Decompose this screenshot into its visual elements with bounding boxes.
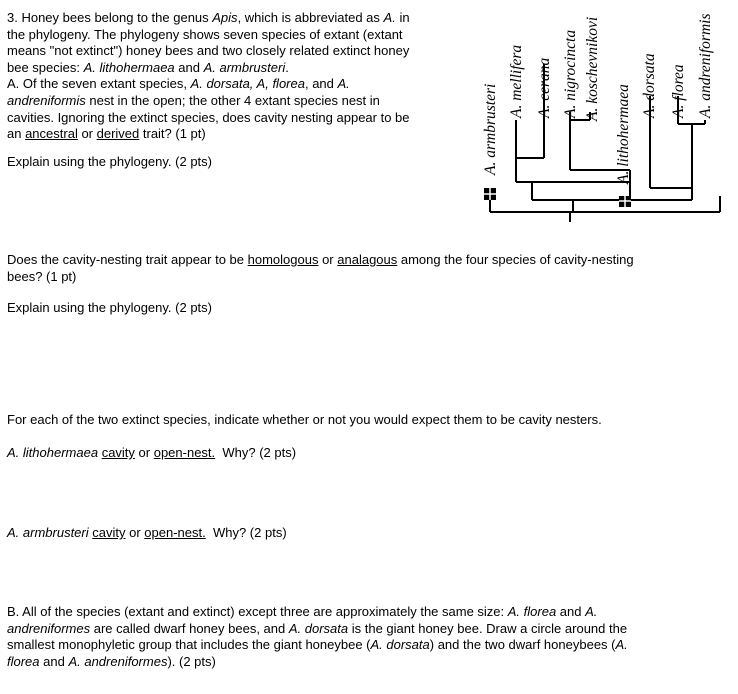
part-a-line-2: andreniformis nest in the open; the other 4 extant species nest in: [7, 92, 380, 108]
species-label: A. koschevnikovi: [584, 16, 601, 121]
phylogeny-tree: [470, 0, 732, 222]
species-label: A. mellifera: [508, 44, 525, 118]
part-b-line-2: andreniformes are called dwarf honey bees, and A. dorsata is the giant honey bee. Draw a circle around the: [7, 620, 628, 636]
species-name: A. armbrusteri: [7, 525, 89, 540]
species-label: A. andreniformis: [697, 13, 714, 118]
option-cavity[interactable]: cavity: [101, 445, 135, 460]
species-label: A. lithohermaea: [615, 84, 632, 184]
question-3-intro: [7, 10, 467, 143]
part-b-line-3: smallest monophyletic group that includes the giant honeybee (A. dorsata) and the two dwarf honeybees (A.: [7, 637, 628, 653]
option-cavity[interactable]: cavity: [92, 525, 126, 540]
homology-line-1: Does the cavity-nesting trait appear to be homologous or analagous among the four species of cavity-nesting: [7, 252, 634, 267]
extinct-species-prompt: For each of the two extinct species, indicate whether or not you would expect them to be cavity nesters.: [7, 412, 602, 427]
species-name: A. lithohermaea: [7, 445, 99, 460]
species-label: A. florea: [670, 64, 687, 118]
intro-line-4: bee species: A. lithohermaea and A. armbrusteri.: [7, 59, 289, 75]
homology-question: [7, 252, 707, 285]
explain-prompt-2: Explain using the phylogeny. (2 pts): [7, 300, 212, 315]
intro-line-2: the phylogeny. The phylogeny shows seven species of extant (extant: [7, 26, 403, 42]
homology-line-2: bees? (1 pt): [7, 268, 77, 284]
species-label: A. cerana: [536, 57, 553, 118]
option-open-nest[interactable]: open-nest.: [153, 445, 216, 460]
part-b-line-4: florea and A. andreniformes). (2 pts): [7, 653, 216, 669]
intro-line-3: means "not extinct") honey bees and two closely related extinct honey: [7, 43, 410, 59]
part-b-line-1: B. All of the species (extant and extinct) except three are approximately the same size: A. florea and A.: [7, 604, 598, 619]
intro-line-1: 3. Honey bees belong to the genus Apis, which is abbreviated as A. in: [7, 10, 410, 25]
species-label: A. armbrusteri: [482, 83, 499, 175]
explain-prompt-1: Explain using the phylogeny. (2 pts): [7, 154, 212, 169]
part-b-question: [7, 604, 732, 670]
species-label: A. dorsata: [641, 53, 658, 118]
lithohermaea-question: A. lithohermaea cavity or open-nest. Why? (2 pts): [7, 445, 297, 460]
part-a-line-1: A. Of the seven extant species, A. dorsata, A, florea, and A.: [7, 76, 350, 92]
option-open-nest[interactable]: open-nest.: [144, 525, 206, 540]
armbrusteri-question: A. armbrusteri cavity or open-nest. Why? (2 pts): [7, 525, 287, 540]
part-a-line-4: an ancestral or derived trait? (1 pt): [7, 126, 206, 142]
part-a-line-3: cavities. Ignoring the extinct species, does cavity nesting appear to be: [7, 109, 410, 125]
species-label: A. nigrocincta: [562, 29, 579, 118]
